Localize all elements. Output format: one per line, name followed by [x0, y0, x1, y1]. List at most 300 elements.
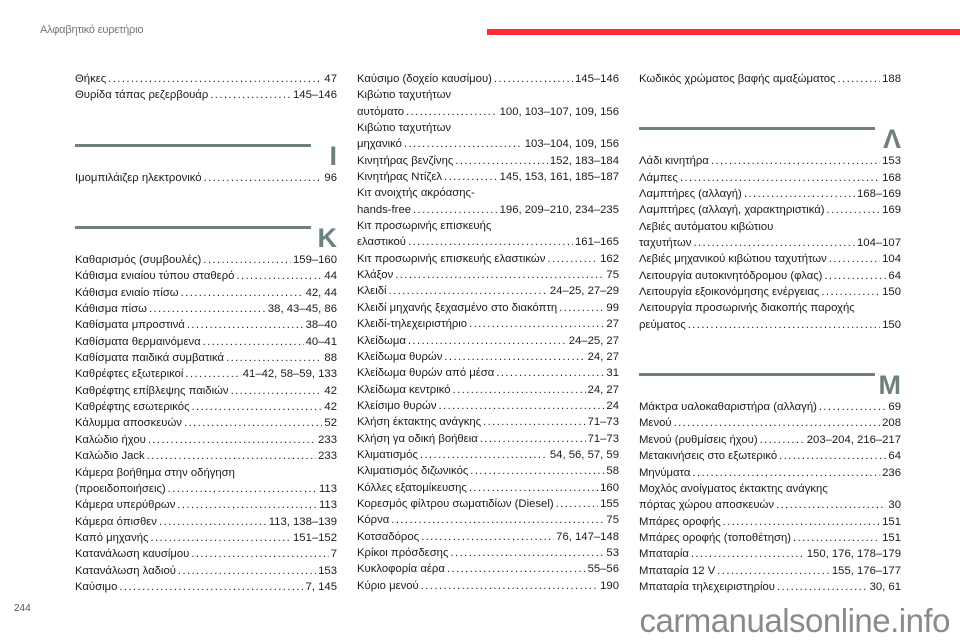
dot-leader: [181, 285, 304, 301]
index-entry[interactable]: [75, 432, 337, 448]
entry-pages[interactable]: 104: [882, 253, 901, 266]
dot-leader: [185, 366, 240, 382]
entry-pages[interactable]: 151: [882, 531, 901, 544]
entry-label: Κοτσαδόρος: [357, 530, 420, 543]
entry-pages[interactable]: 168–169: [857, 188, 901, 201]
dot-leader: [149, 301, 266, 317]
entry-pages[interactable]: 54, 56, 57, 59: [549, 448, 619, 461]
entry-pages[interactable]: 71–73: [587, 416, 619, 429]
entry-label: Μενού (ρυθμίσεις ήχου): [639, 433, 758, 446]
index-entry[interactable]: [357, 529, 619, 545]
dot-leader: [395, 267, 604, 283]
dot-leader: [450, 545, 604, 561]
dot-leader: [453, 382, 586, 398]
entry-pages[interactable]: 236: [882, 466, 901, 479]
dot-leader: [821, 284, 880, 300]
index-entry[interactable]: [357, 71, 619, 87]
index-entry[interactable]: [639, 432, 901, 448]
index-entry[interactable]: [357, 349, 619, 365]
dot-leader: [108, 71, 322, 87]
index-entry[interactable]: [357, 480, 619, 496]
index-entry[interactable]: [639, 71, 901, 87]
index-entry[interactable]: [75, 465, 337, 498]
entry-label: Θυρίδα τάπας ρεζερβουάρ: [75, 89, 209, 102]
entry-label: Καλώδιο ήχου: [75, 433, 146, 446]
index-entry[interactable]: [639, 415, 901, 431]
section-divider: [75, 136, 337, 170]
entry-label: Λαμπτήρες (αλλαγή, χαρακτηριστικά): [639, 204, 825, 217]
entry-label: ταχυτήτων: [639, 237, 692, 250]
entry-label: Λάμπες: [639, 171, 678, 184]
entry-label: Κλάξον: [357, 269, 394, 282]
section-rule: [639, 127, 875, 130]
dot-leader: [150, 530, 291, 546]
index-entry[interactable]: [357, 316, 619, 332]
index-entry[interactable]: [639, 546, 901, 562]
dot-leader: [779, 448, 886, 464]
dot-leader: [744, 186, 855, 202]
dot-leader: [829, 251, 880, 267]
entry-pages[interactable]: 71–73: [587, 432, 619, 445]
entry-pages[interactable]: 103–104, 109, 156: [524, 138, 619, 151]
entry-pages[interactable]: 145–146: [575, 73, 619, 85]
entry-pages[interactable]: 55–56: [587, 563, 619, 576]
entry-label: Καθρέφτες εξωτερικοί: [75, 368, 184, 381]
dot-leader: [688, 317, 880, 333]
entry-label: Μπαταρία 12 V: [639, 564, 716, 577]
index-entry[interactable]: [75, 579, 337, 595]
entry-pages[interactable]: 145–146: [293, 89, 337, 102]
entry-label: Λειτουργία αυτοκινητόδρομου (φλας): [639, 269, 823, 282]
entry-pages[interactable]: 96: [324, 171, 337, 184]
entry-pages[interactable]: 47: [324, 73, 337, 85]
index-entry[interactable]: [75, 546, 337, 562]
dot-leader: [147, 448, 316, 464]
index-entry[interactable]: [75, 285, 337, 301]
entry-pages[interactable]: 24–25, 27–29: [549, 285, 619, 298]
entry-pages[interactable]: 64: [888, 450, 901, 463]
entry-pages[interactable]: 203–204, 216–217: [806, 433, 901, 446]
entry-pages[interactable]: 169: [882, 204, 901, 217]
entry-pages[interactable]: 42: [324, 384, 337, 397]
entry-pages[interactable]: 100, 103–107, 109, 156: [499, 105, 619, 118]
entry-label: Καθίσματα θερμαινόμενα: [75, 335, 201, 348]
index-entry[interactable]: [639, 530, 901, 546]
index-entry[interactable]: [75, 334, 337, 350]
index-entry[interactable]: [357, 496, 619, 512]
index-entry[interactable]: [357, 578, 619, 594]
entry-pages[interactable]: 7, 145: [305, 580, 337, 593]
entry-pages[interactable]: 208: [882, 417, 901, 430]
index-entry[interactable]: [639, 251, 901, 267]
index-entry[interactable]: [357, 218, 619, 251]
entry-pages[interactable]: 150: [882, 318, 901, 331]
dot-leader: [421, 578, 598, 594]
entry-label: Κρίκοι πρόσδεσης: [357, 546, 449, 559]
entry-pages[interactable]: 64: [888, 269, 901, 282]
entry-pages[interactable]: 113: [318, 482, 337, 495]
dot-leader: [148, 432, 316, 448]
dot-leader: [119, 579, 303, 595]
dot-leader: [827, 202, 881, 218]
dot-leader: [421, 529, 554, 545]
dot-leader: [192, 399, 323, 415]
dot-leader: [559, 300, 604, 316]
entry-label-line1: Λεβιές αυτόματου κιβώτιου: [639, 220, 774, 233]
entry-pages[interactable]: 38–40: [305, 319, 337, 332]
entry-label: Κάθισμα πίσω: [75, 303, 147, 316]
entry-pages[interactable]: 7: [330, 548, 337, 561]
section-rule: [75, 226, 311, 229]
index-entry[interactable]: [357, 414, 619, 430]
index-entry[interactable]: [357, 185, 619, 218]
dot-leader: [236, 268, 322, 284]
dot-leader: [469, 316, 604, 332]
entry-label: Κύριο μενού: [357, 579, 419, 592]
dot-leader: [496, 365, 604, 381]
index-entry[interactable]: [357, 447, 619, 463]
index-entry[interactable]: [357, 251, 619, 267]
index-entry[interactable]: [75, 350, 337, 366]
entry-pages[interactable]: 30: [888, 499, 901, 512]
dot-leader: [391, 512, 604, 528]
index-entry[interactable]: [75, 170, 337, 186]
entry-pages[interactable]: 145, 153, 161, 185–187: [499, 171, 619, 184]
index-entry[interactable]: [639, 514, 901, 530]
index-column-2: [357, 71, 619, 594]
index-entry[interactable]: [357, 87, 619, 120]
index-entry[interactable]: [75, 252, 337, 268]
dot-leader: [693, 235, 855, 251]
index-entry[interactable]: [75, 399, 337, 415]
entry-label: Κωδικός χρώματος βαφής αμαξώματος: [639, 73, 836, 85]
entry-pages[interactable]: 75: [606, 269, 619, 282]
dot-leader: [191, 546, 328, 562]
index-entry[interactable]: [75, 563, 337, 579]
entry-pages[interactable]: 24, 27: [587, 350, 619, 363]
dot-leader: [723, 514, 880, 530]
dot-leader: [178, 563, 316, 579]
entry-label: Κιτ προσωρινής επισκευής ελαστικών: [357, 252, 546, 265]
entry-pages[interactable]: 113, 138–139: [268, 515, 337, 528]
entry-pages[interactable]: 153: [882, 155, 901, 168]
entry-label: Καθίσματα παιδικά συμβατικά: [75, 352, 225, 365]
entry-label: Ιμομπιλάιζερ ηλεκτρονικό: [75, 171, 202, 184]
entry-pages[interactable]: 38, 43–45, 86: [267, 303, 337, 316]
index-entry[interactable]: [357, 463, 619, 479]
index-entry[interactable]: [357, 169, 619, 185]
dot-leader: [187, 317, 304, 333]
index-entry[interactable]: [75, 497, 337, 513]
entry-pages[interactable]: 31: [606, 367, 619, 380]
index-entry[interactable]: [639, 268, 901, 284]
entry-label-line1: Μοχλός ανοίγματος έκτακτης ανάγκης: [639, 482, 828, 495]
entry-label: Κλείδωμα: [357, 334, 406, 347]
entry-pages[interactable]: 88: [324, 352, 337, 365]
section-letter: Ι: [329, 140, 337, 171]
entry-label: Μηνύματα: [639, 466, 691, 479]
entry-label: Κλιματισμός: [357, 448, 418, 461]
index-entry[interactable]: [75, 301, 337, 317]
entry-label: Κλείδωμα θυρών: [357, 350, 443, 363]
index-entry[interactable]: [639, 284, 901, 300]
dot-leader: [404, 136, 523, 152]
entry-label: Καθαρισμός (συμβουλές): [75, 254, 202, 267]
dot-leader: [406, 104, 498, 120]
index-entry[interactable]: [357, 120, 619, 153]
entry-label: Κόλλες εξατομίκευσης: [357, 481, 467, 494]
entry-pages[interactable]: 99: [606, 301, 619, 314]
entry-label: Κάλυμμα αποσκευών: [75, 417, 182, 430]
index-entry[interactable]: [357, 512, 619, 528]
index-entry[interactable]: [357, 283, 619, 299]
index-entry[interactable]: [639, 219, 901, 252]
entry-label: Καύσιμο: [75, 580, 118, 593]
entry-pages[interactable]: 233: [318, 450, 337, 463]
entry-pages[interactable]: 161–165: [575, 236, 619, 249]
entry-pages[interactable]: 159–160: [293, 254, 337, 267]
entry-pages[interactable]: 155, 176–177: [831, 564, 901, 577]
entry-label: Κλείσιμο θυρών: [357, 399, 437, 412]
dot-leader: [547, 251, 598, 267]
dot-leader: [231, 383, 323, 399]
dot-leader: [439, 398, 605, 414]
entry-pages[interactable]: 153: [318, 564, 337, 577]
dot-leader: [203, 334, 304, 350]
entry-label: ρεύματος: [639, 318, 686, 331]
entry-label-line1: Κιβώτιο ταχυτήτων: [357, 122, 452, 135]
index-entry[interactable]: [639, 202, 901, 218]
entry-pages[interactable]: 151: [882, 515, 901, 528]
entry-label: Καπό μηχανής: [75, 531, 149, 544]
entry-label-line1: Κάμερα βοήθημα στην οδήγηση: [75, 466, 235, 479]
entry-label: Μάκτρα υαλοκαθαριστήρα (αλλαγή): [639, 401, 817, 414]
entry-label: Μπαταρία τηλεχειριστηρίου: [639, 580, 775, 593]
entry-pages[interactable]: 75: [606, 514, 619, 527]
index-entry[interactable]: [75, 366, 337, 382]
entry-label-line1: Κιβώτιο ταχυτήτων: [357, 89, 452, 102]
dot-leader: [203, 252, 291, 268]
entry-pages[interactable]: 58: [606, 465, 619, 478]
entry-pages[interactable]: 44: [324, 270, 337, 283]
entry-label: Θήκες: [75, 73, 107, 85]
dot-leader: [777, 579, 868, 595]
dot-leader: [177, 497, 317, 513]
index-entry[interactable]: [639, 170, 901, 186]
dot-leader: [420, 447, 548, 463]
index-entry[interactable]: [639, 153, 901, 169]
entry-label: Μπαταρία: [639, 548, 689, 561]
entry-pages[interactable]: 52: [324, 417, 337, 430]
entry-label-line1: Λειτουργία προσωρινής διακοπής παροχής: [639, 302, 855, 315]
index-entry[interactable]: [75, 268, 337, 284]
entry-pages[interactable]: 24, 27: [587, 383, 619, 396]
entry-label: Κατανάλωση λαδιού: [75, 564, 176, 577]
entry-pages[interactable]: 168: [882, 171, 901, 184]
entry-label: Κλείδωμα θυρών από μέσα: [357, 367, 495, 380]
entry-pages[interactable]: 42, 44: [305, 286, 337, 299]
dot-leader: [717, 563, 830, 579]
entry-pages[interactable]: 150: [882, 286, 901, 299]
section-letter: Λ: [882, 124, 901, 155]
dot-leader: [711, 153, 880, 169]
entry-label: Κάμερα όπισθεν: [75, 515, 157, 528]
entry-label: Κόρνα: [357, 514, 390, 527]
index-entry[interactable]: [357, 300, 619, 316]
entry-pages[interactable]: 53: [606, 546, 619, 559]
entry-label: Κάθισμα ενιαίο πίσω: [75, 286, 179, 299]
entry-pages[interactable]: 152, 183–184: [549, 154, 619, 167]
page-number: 244: [14, 603, 31, 614]
dot-leader: [469, 480, 598, 496]
index-entry[interactable]: [357, 153, 619, 169]
section-divider: [639, 119, 901, 153]
dot-leader: [159, 514, 267, 530]
dot-leader: [444, 349, 585, 365]
entry-pages[interactable]: 160: [600, 481, 619, 494]
dot-leader: [776, 497, 886, 513]
index-entry[interactable]: [75, 383, 337, 399]
entry-label: Κλειδί-τηλεχειριστήριο: [357, 318, 468, 331]
entry-pages[interactable]: 41–42, 58–59, 133: [242, 368, 337, 381]
dot-leader: [408, 333, 567, 349]
entry-label-line1: Κιτ προσωρινής επισκευής: [357, 220, 492, 233]
index-entry[interactable]: [639, 448, 901, 464]
index-entry[interactable]: [639, 186, 901, 202]
entry-pages[interactable]: 27: [606, 318, 619, 331]
entry-label: Μπάρες οροφής (τοποθέτηση): [639, 531, 791, 544]
entry-label: Κορεσμός φίλτρου σωματιδίων (Diesel): [357, 497, 554, 510]
entry-label: hands-free: [357, 203, 412, 216]
index-entry[interactable]: [639, 399, 901, 415]
entry-pages[interactable]: 233: [318, 433, 337, 446]
entry-label: Καθίσματα μπροστινά: [75, 319, 185, 332]
entry-pages[interactable]: 155: [600, 497, 619, 510]
entry-pages[interactable]: 113: [318, 499, 337, 512]
index-entry[interactable]: [75, 514, 337, 530]
index-entry[interactable]: [639, 481, 901, 514]
entry-label: Κινητήρας Ντίζελ: [357, 171, 443, 184]
dot-leader: [480, 431, 586, 447]
index-entry[interactable]: [357, 398, 619, 414]
entry-label: (προειδοποιήσεις): [75, 482, 166, 495]
dot-leader: [691, 546, 805, 562]
dot-leader: [408, 234, 573, 250]
entry-pages[interactable]: 196, 209–210, 234–235: [499, 203, 619, 216]
section-divider: [75, 218, 337, 252]
entry-label: Μετακινήσεις στο εξωτερικό: [639, 450, 778, 463]
entry-label: Λειτουργία εξοικονόμησης ενέργειας: [639, 286, 820, 299]
entry-pages[interactable]: 151–152: [293, 531, 337, 544]
entry-label: αυτόματο: [357, 105, 405, 118]
entry-label: Κλειδί: [357, 285, 387, 298]
entry-pages[interactable]: 104–107: [857, 237, 901, 250]
entry-label: Κινητήρας βενζίνης: [357, 154, 454, 167]
dot-leader: [674, 415, 881, 431]
index-entry[interactable]: [357, 561, 619, 577]
entry-label: Καθρέφτης εσωτερικός: [75, 401, 190, 414]
index-entry[interactable]: [357, 333, 619, 349]
index-entry[interactable]: [75, 71, 337, 87]
dot-leader: [204, 170, 323, 186]
dot-leader: [760, 432, 805, 448]
dot-leader: [470, 463, 604, 479]
dot-leader: [692, 465, 880, 481]
entry-pages[interactable]: 162: [600, 252, 619, 265]
dot-leader: [413, 202, 498, 218]
entry-pages[interactable]: 150, 176, 178–179: [806, 548, 901, 561]
index-entry[interactable]: [357, 382, 619, 398]
section-rule: [639, 373, 875, 376]
entry-pages[interactable]: 42: [324, 401, 337, 414]
entry-pages[interactable]: 30, 61: [869, 580, 901, 593]
dot-leader: [793, 530, 880, 546]
section-rule: [75, 144, 311, 147]
index-entry[interactable]: [639, 465, 901, 481]
page-header-title: Αλφαβητικό ευρετήριο: [40, 24, 144, 36]
entry-pages[interactable]: 24: [606, 399, 619, 412]
dot-leader: [184, 415, 322, 431]
entry-label: Καθρέφτης επίβλεψης παιδιών: [75, 384, 229, 397]
index-entry[interactable]: [639, 579, 901, 595]
dot-leader: [819, 399, 887, 415]
index-column-1: [75, 71, 337, 595]
entry-label: Καλώδιο Jack: [75, 450, 145, 463]
entry-pages[interactable]: 40–41: [305, 335, 337, 348]
section-letter: Κ: [317, 223, 337, 254]
entry-label-line1: Κιτ ανοιχτής ακρόασης-: [357, 187, 475, 200]
watermark: carmanualsonline.info: [639, 602, 950, 639]
index-entry[interactable]: [639, 563, 901, 579]
entry-pages[interactable]: 188: [882, 73, 901, 85]
index-entry[interactable]: [357, 545, 619, 561]
index-entry[interactable]: [75, 448, 337, 464]
dot-leader: [389, 283, 548, 299]
dot-leader: [680, 170, 880, 186]
entry-pages[interactable]: 190: [600, 579, 619, 592]
index-entry[interactable]: [75, 317, 337, 333]
entry-label: πόρτας χώρου αποσκευών: [639, 499, 774, 512]
dot-leader: [455, 153, 548, 169]
entry-label: Λάδι κινητήρα: [639, 155, 709, 168]
index-entry[interactable]: [75, 87, 337, 103]
dot-leader: [447, 561, 586, 577]
entry-pages[interactable]: 76, 147–148: [556, 530, 619, 543]
header-accent-bar: [487, 29, 960, 35]
dot-leader: [824, 268, 886, 284]
index-entry[interactable]: [357, 267, 619, 283]
entry-label: Κατανάλωση καυσίμου: [75, 548, 190, 561]
entry-pages[interactable]: 24–25, 27: [568, 334, 619, 347]
entry-label: Κλήση έκτακτης ανάγκης: [357, 416, 482, 429]
entry-label: Λεβιές μηχανικού κιβώτιου ταχυτήτων: [639, 253, 827, 266]
section-divider: [639, 365, 901, 399]
entry-label: Κλήση γα οδική βοήθεια: [357, 432, 478, 445]
dot-leader: [483, 414, 585, 430]
index-entry[interactable]: [75, 415, 337, 431]
dot-leader: [168, 481, 317, 497]
dot-leader: [556, 496, 599, 512]
index-entry[interactable]: [357, 365, 619, 381]
dot-leader: [210, 87, 291, 103]
index-entry[interactable]: [75, 530, 337, 546]
dot-leader: [444, 169, 498, 185]
index-entry[interactable]: [357, 431, 619, 447]
entry-label: Κλειδί μηχανής ξεχασμένο στο διακόπτη: [357, 301, 558, 314]
index-entry[interactable]: [639, 300, 901, 333]
dot-leader: [494, 71, 573, 87]
entry-pages[interactable]: 69: [888, 401, 901, 414]
